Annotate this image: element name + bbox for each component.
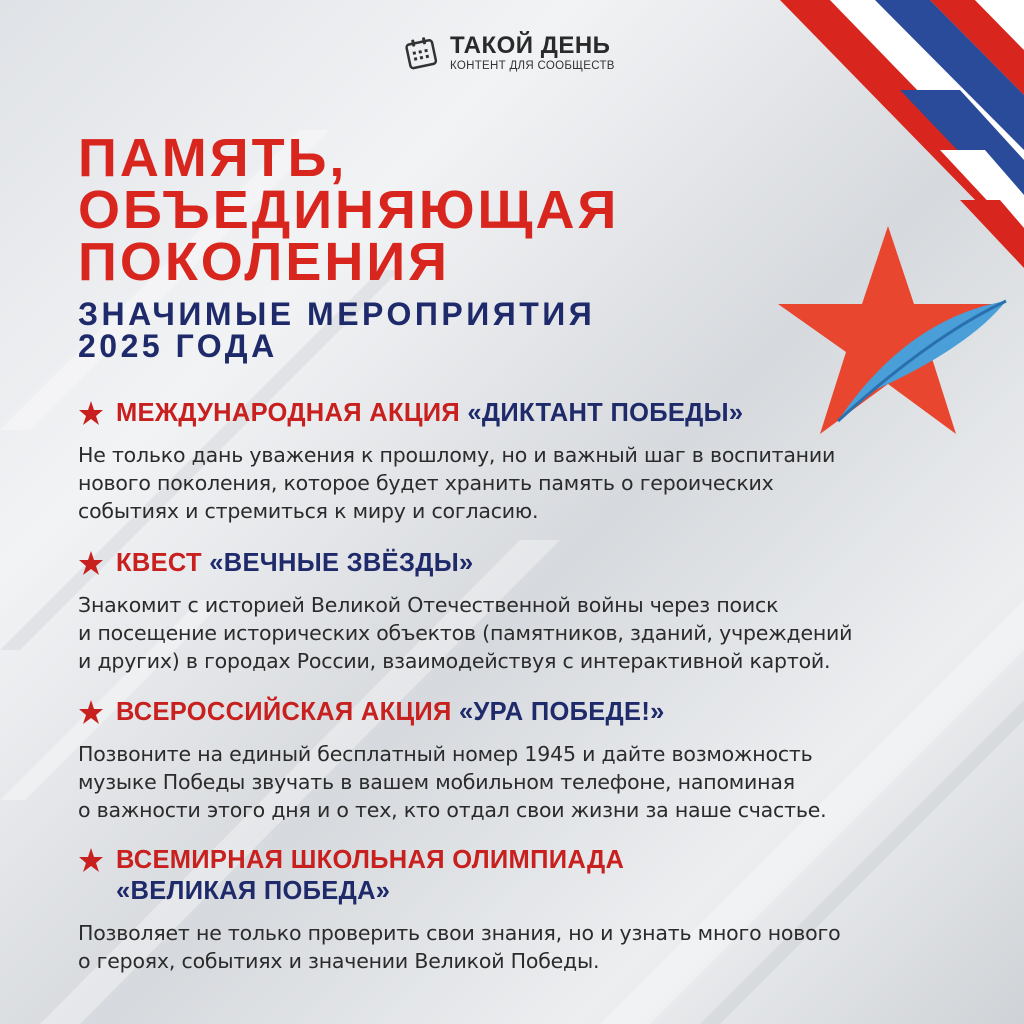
event-heading xyxy=(78,697,978,728)
subtitle-line: ЗНАЧИМЫЕ МЕРОПРИЯТИЯ xyxy=(78,296,596,332)
description-line: и других) в городах России, взаимодействуя с интерактивной картой. xyxy=(78,649,831,673)
event-item xyxy=(78,697,978,824)
event-type: КВЕСТ xyxy=(116,549,202,577)
title-line: ОБЪЕДИНЯЮЩАЯ xyxy=(78,180,620,240)
star-icon xyxy=(78,550,104,576)
event-name: «ВЕЧНЫЕ ЗВЁЗДЫ» xyxy=(209,549,474,577)
calendar-icon xyxy=(404,35,440,71)
description-line: нового поколения, которое будет хранить память о героических xyxy=(78,471,774,495)
title-line: ПОКОЛЕНИЯ xyxy=(78,232,450,292)
brand-name: ТАКОЙ ДЕНЬ xyxy=(450,32,611,59)
event-description xyxy=(78,740,978,824)
star-icon xyxy=(78,400,104,426)
description-line: музыке Победы звучать в вашем мобильном телефоне, напоминая xyxy=(78,770,795,794)
subtitle-line: 2025 ГОДА xyxy=(78,328,278,364)
event-description xyxy=(78,441,978,525)
event-description xyxy=(78,919,978,975)
page-subtitle xyxy=(78,298,595,362)
event-type: МЕЖДУНАРОДНАЯ АКЦИЯ xyxy=(116,399,461,427)
title-line: ПАМЯТЬ, xyxy=(78,128,348,188)
page-title xyxy=(78,128,620,292)
star-icon xyxy=(78,847,104,873)
event-heading xyxy=(78,845,978,907)
event-type: ВСЕРОССИЙСКАЯ АКЦИЯ xyxy=(116,698,452,726)
event-description xyxy=(78,591,978,675)
description-line: Знакомит с историей Великой Отечественной войны через поиск xyxy=(78,593,779,617)
event-item xyxy=(78,845,978,975)
star-icon xyxy=(78,699,104,725)
event-type: ВСЕМИРНАЯ ШКОЛЬНАЯ ОЛИМПИАДА xyxy=(116,846,625,874)
event-name: «ДИКТАНТ ПОБЕДЫ» xyxy=(467,399,744,427)
description-line: Позвоните на единый бесплатный номер 1945 и дайте возможность xyxy=(78,742,813,766)
description-line: о героях, событиях и значении Великой Победы. xyxy=(78,949,600,973)
event-name: «УРА ПОБЕДЕ!» xyxy=(459,698,665,726)
brand-tagline: КОНТЕНТ ДЛЯ СООБЩЕСТВ xyxy=(450,60,615,72)
event-item xyxy=(78,398,978,525)
event-item xyxy=(78,548,978,675)
event-name: «ВЕЛИКАЯ ПОБЕДА» xyxy=(116,877,391,905)
event-heading xyxy=(78,548,978,579)
description-line: о важности этого дня и о тех, кто отдал свои жизни за наше счастье. xyxy=(78,798,827,822)
description-line: Не только дань уважения к прошлому, но и важный шаг в воспитании xyxy=(78,443,836,467)
description-line: событиях и стремиться к миру и согласию. xyxy=(78,499,539,523)
brand-logo xyxy=(404,33,615,73)
description-line: Позволяет не только проверить свои знания, но и узнать много нового xyxy=(78,921,841,945)
event-heading xyxy=(78,398,978,429)
description-line: и посещение исторических объектов (памятников, зданий, учреждений xyxy=(78,621,853,645)
